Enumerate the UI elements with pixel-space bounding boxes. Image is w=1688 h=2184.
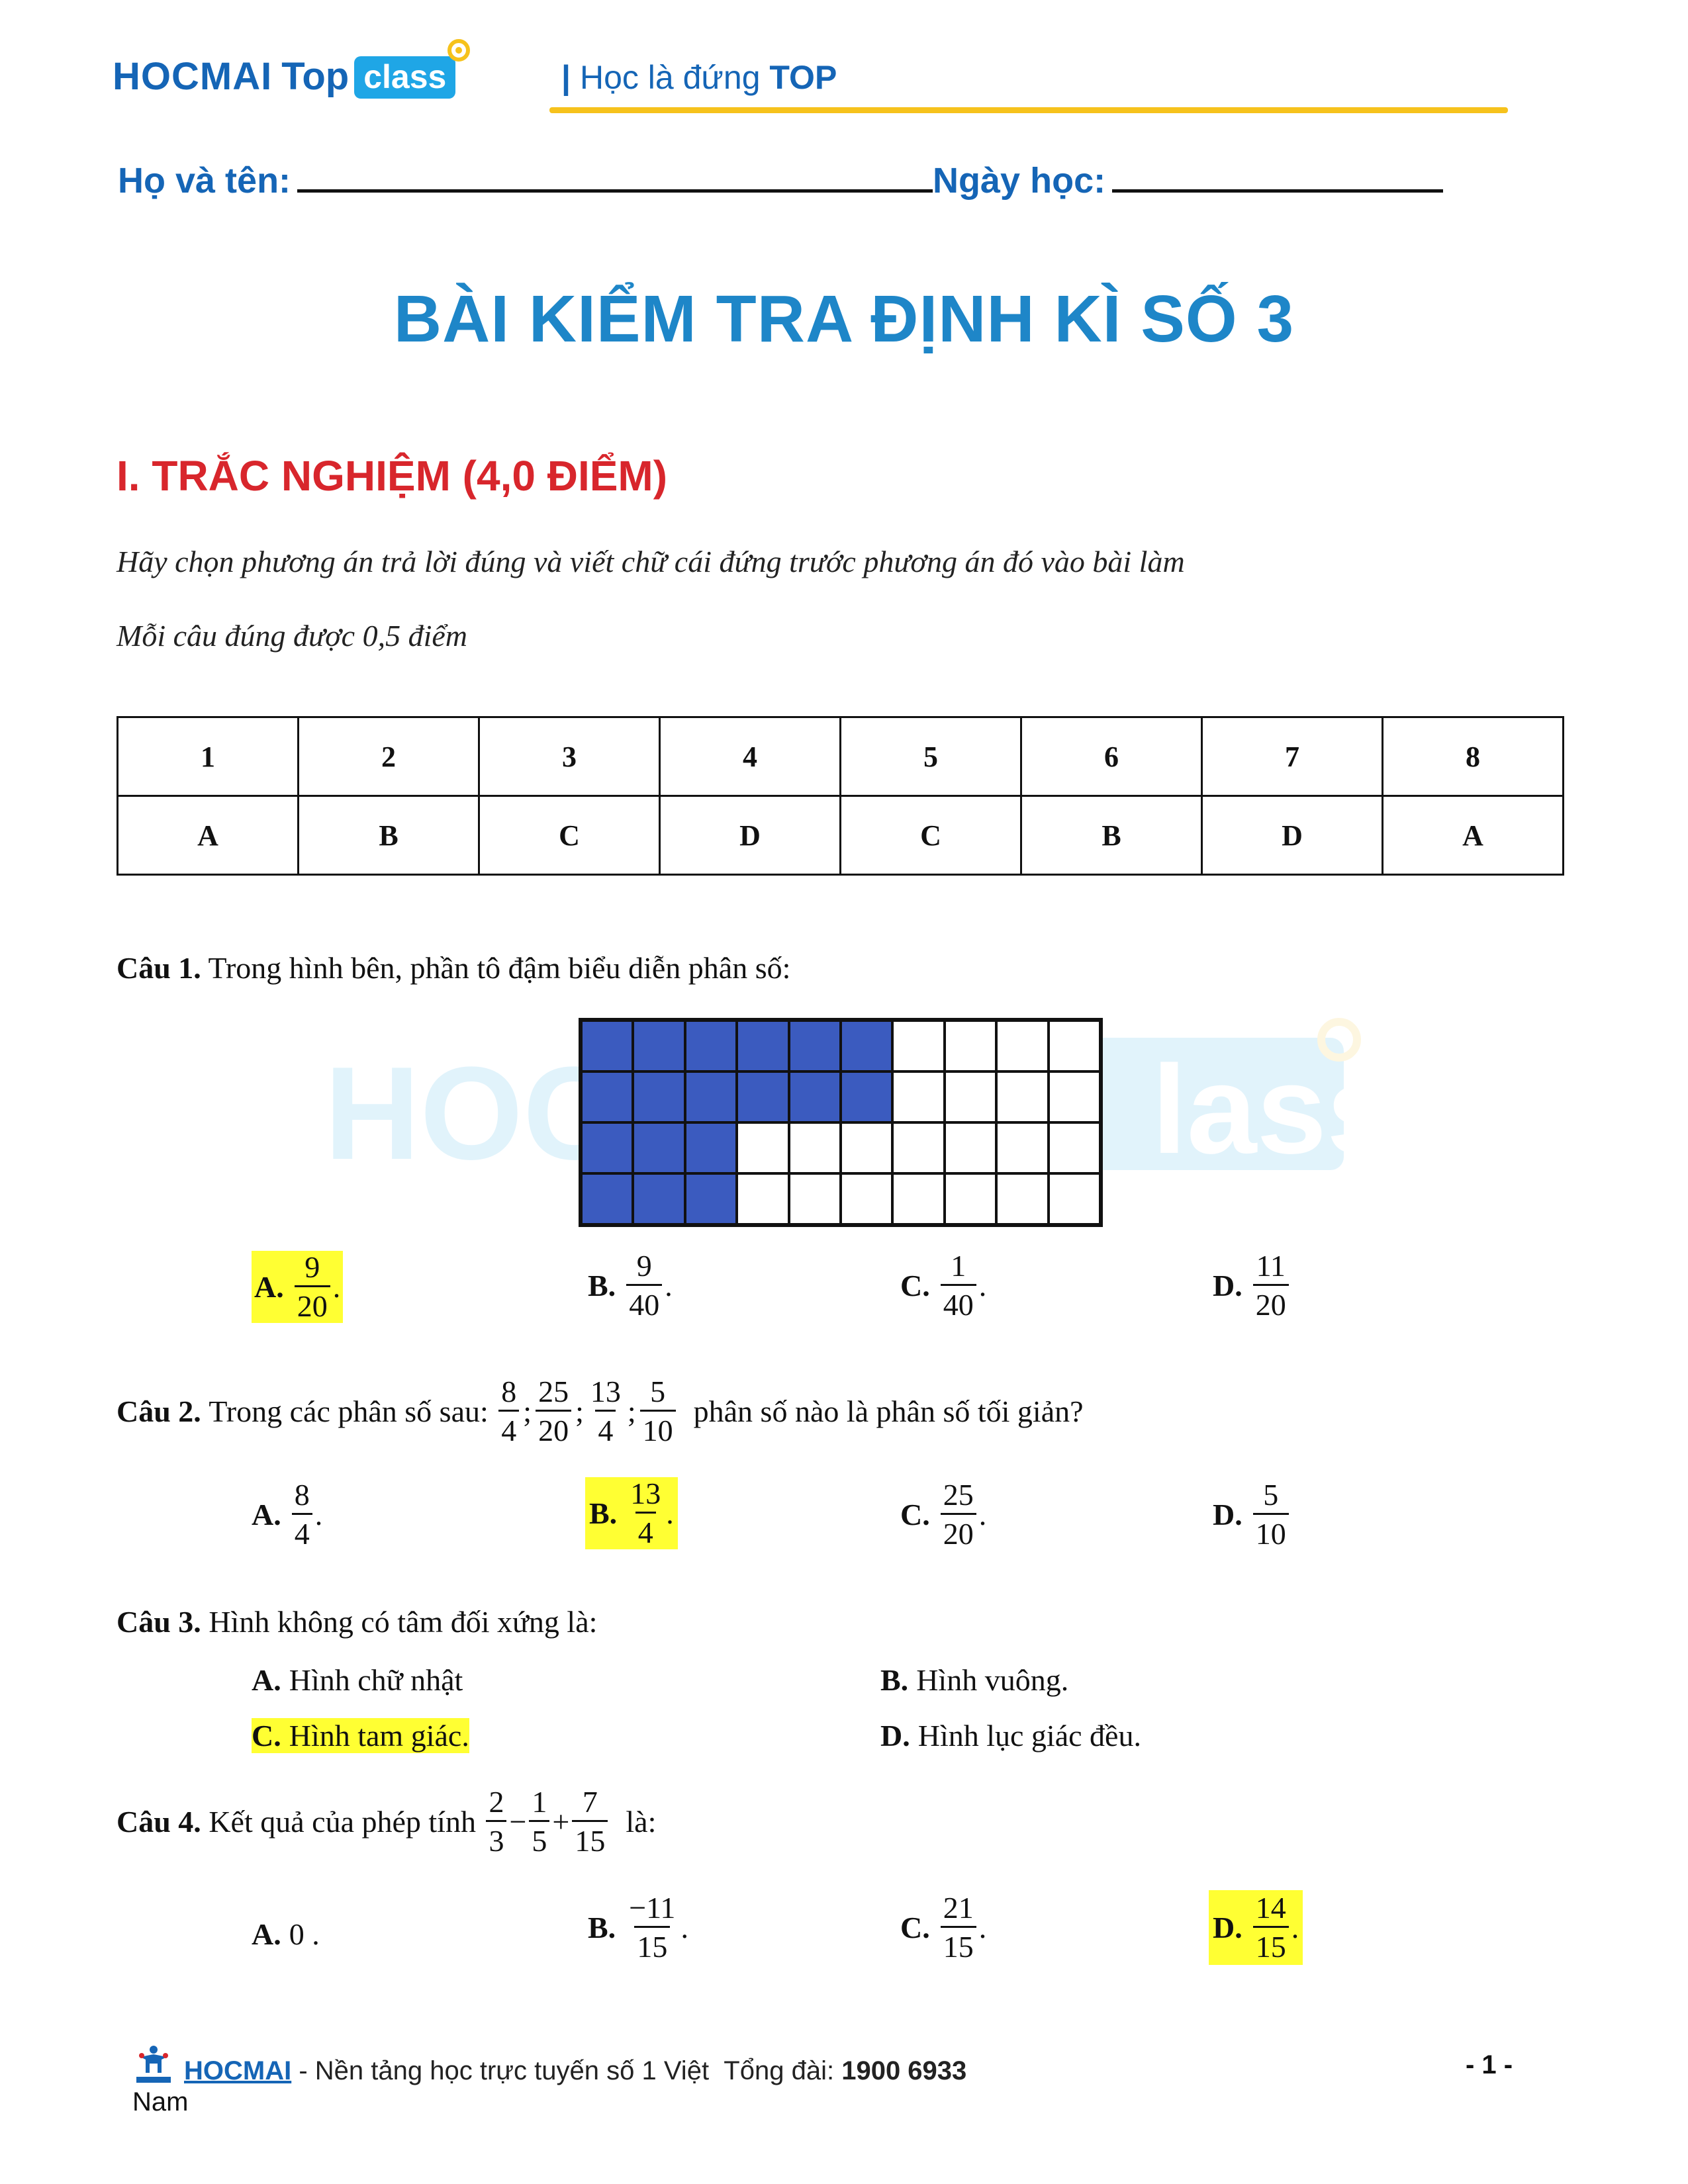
option-label: C. xyxy=(252,1719,281,1752)
option-label: C. xyxy=(900,1269,930,1302)
option-text: Hình vuông. xyxy=(916,1663,1069,1697)
table-cell: 2 xyxy=(299,717,479,796)
numerator: 9 xyxy=(305,1250,320,1284)
numerator: 21 xyxy=(943,1891,974,1925)
footer xyxy=(132,2044,966,2086)
question-2-label: Câu 2. xyxy=(117,1394,201,1428)
hocmai-topclass-logo xyxy=(113,54,455,99)
separator: ; xyxy=(523,1394,532,1428)
grid-cell xyxy=(737,1173,788,1224)
option-label: B. xyxy=(588,1911,616,1944)
denominator: 20 xyxy=(1253,1284,1289,1320)
denominator: 3 xyxy=(486,1820,506,1856)
fraction xyxy=(626,1251,662,1320)
fraction xyxy=(1253,1480,1289,1549)
table-cell: D xyxy=(1202,796,1383,875)
q2-option-a[interactable] xyxy=(252,1480,322,1549)
shaded-cell xyxy=(789,1021,841,1071)
separator: ; xyxy=(575,1394,584,1428)
denominator: 4 xyxy=(498,1410,519,1446)
table-cell: 4 xyxy=(660,717,841,796)
question-3-text: Hình không có tâm đối xứng là: xyxy=(209,1605,598,1639)
shaded-cell xyxy=(581,1173,633,1224)
table-cell: 3 xyxy=(479,717,660,796)
hotline-label: Tổng đài: xyxy=(724,2056,835,2085)
fraction xyxy=(1253,1251,1289,1320)
numerator: 5 xyxy=(1263,1478,1279,1512)
question-4-label: Câu 4. xyxy=(117,1805,201,1839)
option-text: Hình chữ nhật xyxy=(289,1663,463,1697)
option-label: D. xyxy=(1213,1269,1243,1302)
denominator: 15 xyxy=(634,1926,670,1962)
denominator: 4 xyxy=(595,1410,616,1446)
question-2-text: Trong các phân số sau: xyxy=(209,1394,489,1428)
q3-option-a[interactable] xyxy=(252,1662,463,1698)
q3-option-b[interactable] xyxy=(880,1662,1068,1698)
q3-option-d[interactable] xyxy=(880,1718,1141,1753)
numerator: 11 xyxy=(1256,1249,1286,1283)
table-cell: C xyxy=(479,796,660,875)
shaded-cell xyxy=(841,1021,892,1071)
date-label: Ngày học: xyxy=(933,161,1106,201)
denominator: 20 xyxy=(941,1513,976,1549)
answer-table-header-row xyxy=(118,717,1564,796)
grid-cell xyxy=(841,1122,892,1173)
option-label: D. xyxy=(1213,1498,1243,1531)
question-3-label: Câu 3. xyxy=(117,1605,201,1639)
option-label: C. xyxy=(900,1911,930,1944)
denominator: 15 xyxy=(1253,1926,1289,1962)
question-4 xyxy=(117,1787,656,1856)
name-label: Họ và tên: xyxy=(118,161,291,201)
denominator: 4 xyxy=(292,1513,312,1549)
option-label: A. xyxy=(254,1270,284,1304)
q1-option-a[interactable] xyxy=(252,1251,343,1323)
grid-cell xyxy=(1049,1122,1100,1173)
logo-hocmai-text: HOCMAI xyxy=(113,55,273,98)
table-cell: 8 xyxy=(1383,717,1564,796)
denominator: 40 xyxy=(626,1284,662,1320)
logo-class-text: class xyxy=(363,58,447,95)
q4-option-c[interactable] xyxy=(900,1893,986,1962)
separator: ; xyxy=(627,1394,636,1428)
denominator: 5 xyxy=(529,1820,549,1856)
slogan xyxy=(561,58,837,97)
footer-hotline xyxy=(724,2056,966,2086)
q4-option-a[interactable] xyxy=(252,1917,320,1952)
operator: − xyxy=(509,1805,527,1839)
option-label: A. xyxy=(252,1498,281,1531)
grid-cell xyxy=(1049,1021,1100,1071)
hocmai-logo-icon xyxy=(132,2044,175,2086)
grid-cell xyxy=(789,1173,841,1224)
grid-cell xyxy=(996,1173,1048,1224)
q1-option-c[interactable] xyxy=(900,1251,986,1320)
question-1-text: Trong hình bên, phần tô đậm biểu diễn phân số: xyxy=(208,951,791,985)
shaded-cell xyxy=(633,1071,684,1122)
table-cell: 5 xyxy=(841,717,1021,796)
q4-option-d[interactable] xyxy=(1209,1890,1303,1965)
numerator: 8 xyxy=(294,1478,310,1512)
option-label: D. xyxy=(880,1719,910,1752)
table-cell: 7 xyxy=(1202,717,1383,796)
grid-cell xyxy=(996,1021,1048,1071)
numerator: 13 xyxy=(630,1477,661,1510)
denominator: 20 xyxy=(295,1285,330,1322)
fraction xyxy=(498,1377,519,1446)
shaded-cell xyxy=(685,1071,737,1122)
grid-cell xyxy=(1049,1071,1100,1122)
logo-class-badge xyxy=(354,56,455,99)
grid-cell xyxy=(892,1021,944,1071)
shaded-cell xyxy=(633,1122,684,1173)
grid-cell xyxy=(945,1071,996,1122)
shaded-cell xyxy=(581,1071,633,1122)
fraction xyxy=(536,1377,571,1446)
option-tail: . xyxy=(665,1269,673,1302)
footer-brand-link[interactable]: HOCMAI xyxy=(184,2056,292,2085)
option-tail: . xyxy=(978,1498,987,1531)
question-1 xyxy=(117,950,790,985)
question-4-text-after: là: xyxy=(626,1805,657,1839)
header-divider xyxy=(549,107,1508,113)
page-title: BÀI KIỂM TRA ĐỊNH KÌ SỐ 3 xyxy=(393,282,1295,356)
numerator: 7 xyxy=(582,1785,598,1819)
grid-cell xyxy=(996,1122,1048,1173)
option-tail: . xyxy=(332,1270,341,1304)
grid-cell xyxy=(892,1071,944,1122)
table-cell: D xyxy=(660,796,841,875)
q2-option-d[interactable] xyxy=(1213,1480,1291,1549)
grid-cell xyxy=(1049,1173,1100,1224)
footer-text: - Nền tảng học trực tuyến số 1 Việt xyxy=(299,2056,710,2085)
section-title: I. TRẮC NGHIỆM (4,0 ĐIỂM) xyxy=(117,452,668,500)
numerator: 8 xyxy=(501,1375,517,1408)
option-tail: . xyxy=(1291,1911,1299,1944)
question-2 xyxy=(117,1377,1084,1446)
numerator: 25 xyxy=(538,1375,569,1408)
fraction xyxy=(626,1893,678,1962)
fraction xyxy=(941,1480,976,1549)
numerator: 14 xyxy=(1255,1891,1286,1925)
fraction xyxy=(588,1377,624,1446)
table-cell: B xyxy=(299,796,479,875)
grid-cell xyxy=(737,1122,788,1173)
numerator: 9 xyxy=(636,1249,652,1283)
option-text: Hình lục giác đều. xyxy=(917,1719,1141,1752)
numerator: 5 xyxy=(650,1375,666,1408)
fraction xyxy=(628,1479,663,1548)
table-cell: 1 xyxy=(118,717,299,796)
logo-top-text: Top xyxy=(281,55,350,98)
hotline-number: 1900 6933 xyxy=(841,2056,967,2085)
numerator: 13 xyxy=(590,1375,621,1408)
fraction xyxy=(941,1251,976,1320)
student-info-row xyxy=(118,159,1443,201)
date-field[interactable] xyxy=(1112,159,1443,193)
footer-line-2: Nam xyxy=(132,2087,189,2116)
denominator: 15 xyxy=(572,1820,608,1856)
slogan-bold: TOP xyxy=(769,59,837,96)
option-tail: . xyxy=(978,1911,987,1944)
fraction xyxy=(295,1252,330,1322)
q2-option-c[interactable] xyxy=(900,1480,986,1549)
shaded-cell xyxy=(581,1021,633,1071)
shaded-cell xyxy=(841,1071,892,1122)
instruction-1: Hãy chọn phương án trả lời đúng và viết chữ cái đứng trước phương án đó vào bài làm xyxy=(117,545,1185,578)
fraction xyxy=(941,1893,976,1962)
table-cell: C xyxy=(841,796,1021,875)
option-label: B. xyxy=(589,1496,618,1530)
sun-icon xyxy=(447,39,470,62)
option-label: A. xyxy=(252,1917,281,1951)
name-field[interactable] xyxy=(297,159,933,193)
grid-cell xyxy=(945,1021,996,1071)
shaded-cell xyxy=(685,1122,737,1173)
option-label: B. xyxy=(880,1663,909,1697)
option-tail: . xyxy=(978,1269,987,1302)
fraction xyxy=(529,1787,549,1856)
slogan-text: Học là đứng xyxy=(580,59,761,96)
fraction xyxy=(1253,1893,1289,1962)
option-label: D. xyxy=(1213,1911,1243,1944)
shaded-cell xyxy=(633,1021,684,1071)
shaded-cell xyxy=(581,1122,633,1173)
operator: + xyxy=(552,1805,570,1839)
shaded-cell xyxy=(685,1021,737,1071)
denominator: 15 xyxy=(941,1926,976,1962)
question-1-label: Câu 1. xyxy=(117,951,201,985)
question-3 xyxy=(117,1604,597,1639)
q2-option-b[interactable] xyxy=(585,1477,678,1549)
numerator: 2 xyxy=(489,1785,504,1819)
q3-option-c[interactable] xyxy=(252,1718,469,1753)
option-label: B. xyxy=(588,1269,616,1302)
table-cell: A xyxy=(1383,796,1564,875)
grid-cell xyxy=(892,1173,944,1224)
grid-cell xyxy=(841,1173,892,1224)
numerator: −11 xyxy=(629,1891,676,1925)
answer-table-answer-row xyxy=(118,796,1564,875)
instruction-2: Mỗi câu đúng được 0,5 điểm xyxy=(117,619,467,653)
option-text: Hình tam giác. xyxy=(289,1719,469,1752)
grid-cell xyxy=(789,1122,841,1173)
option-label: A. xyxy=(252,1663,281,1697)
option-label: C. xyxy=(900,1498,930,1531)
q1-option-d[interactable] xyxy=(1213,1251,1291,1320)
table-cell: A xyxy=(118,796,299,875)
fraction xyxy=(640,1377,676,1446)
denominator: 4 xyxy=(635,1512,656,1548)
fraction xyxy=(486,1787,506,1856)
option-tail: . xyxy=(666,1496,674,1530)
option-tail: . xyxy=(312,1917,320,1951)
fraction xyxy=(292,1480,312,1549)
fraction-grid xyxy=(579,1018,1103,1227)
shaded-cell xyxy=(737,1021,788,1071)
numerator: 25 xyxy=(943,1478,974,1512)
table-cell: B xyxy=(1021,796,1202,875)
slogan-bar: | xyxy=(561,59,571,96)
page-number: - 1 - xyxy=(1466,2050,1513,2079)
grid-cell xyxy=(892,1122,944,1173)
option-value: 0 xyxy=(289,1917,305,1951)
q4-option-b[interactable] xyxy=(588,1893,688,1962)
grid-cell xyxy=(945,1173,996,1224)
numerator: 1 xyxy=(951,1249,966,1283)
question-4-text: Kết quả của phép tính xyxy=(209,1805,476,1839)
option-tail: . xyxy=(314,1498,323,1531)
grid-cell xyxy=(945,1122,996,1173)
numerator: 1 xyxy=(532,1785,547,1819)
shaded-cell xyxy=(737,1071,788,1122)
hocmai-watermark: HOC lass xyxy=(324,1024,1370,1177)
question-2-text-after: phân số nào là phân số tối giản? xyxy=(693,1394,1084,1428)
table-cell: 6 xyxy=(1021,717,1202,796)
denominator: 20 xyxy=(536,1410,571,1446)
option-tail: . xyxy=(680,1911,688,1944)
shaded-cell xyxy=(789,1071,841,1122)
denominator: 40 xyxy=(941,1284,976,1320)
fraction xyxy=(572,1787,608,1856)
denominator: 10 xyxy=(1253,1513,1289,1549)
shaded-cell xyxy=(633,1173,684,1224)
grid-cell xyxy=(996,1071,1048,1122)
shaded-cell xyxy=(685,1173,737,1224)
answer-table xyxy=(117,716,1564,876)
denominator: 10 xyxy=(640,1410,676,1446)
q1-option-b[interactable] xyxy=(588,1251,673,1320)
